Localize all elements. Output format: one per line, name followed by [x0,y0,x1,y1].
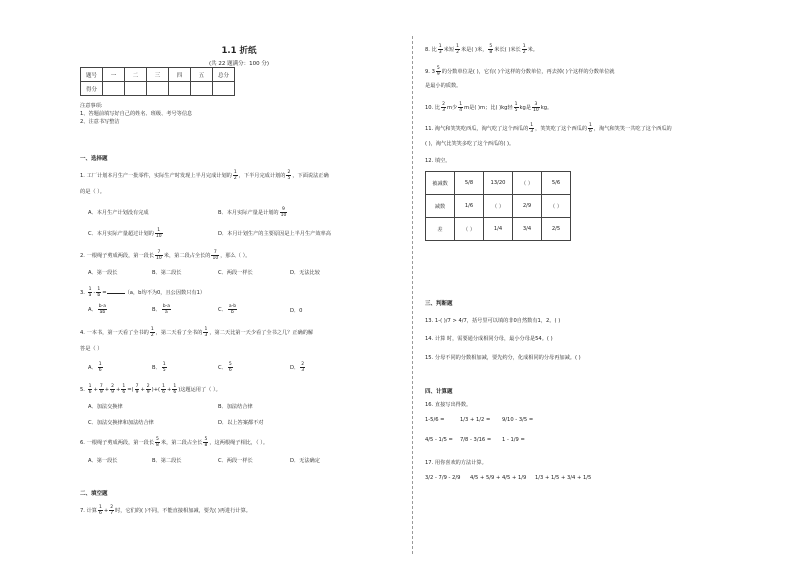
q11-text: ，笑笑吃了这个西瓜的 [535,126,588,132]
fraction: $\frac{3}{10}$ [533,102,539,113]
option-b[interactable]: B．加法结合律 [218,404,253,410]
fraction: $\frac{2}{3}$ [301,362,305,373]
column-divider [412,36,413,554]
option-a[interactable] [88,304,108,315]
q11-line2: ( )，淘气比笑笑多吃了这个西瓜的( )。 [425,141,515,147]
fraction: $\frac{2}{7}$ [110,505,114,516]
option-c[interactable]: C．两段一样长 [218,270,253,276]
score-header-row [81,68,235,82]
fraction: $\frac{1}{6}$ [98,505,102,516]
table-cell: 13/20 [484,172,513,195]
q1-text: 1. 工厂计划本月生产一批零件，实际生产时发现上半月完成计划的 [80,173,232,179]
question-9 [425,66,615,77]
fraction: $\frac{1}{2}$ [456,44,459,55]
q2-text: ，那么（ ）。 [220,253,251,259]
question-4 [80,327,313,338]
fraction: $\frac{b-a}{a}$ [162,304,170,315]
option-d[interactable]: D．以上答案都不对 [218,420,264,426]
q4-text: ，第二天比第一天少看了全书之几？正确的解 [209,330,314,336]
option-c[interactable] [88,228,164,239]
score-input-cell[interactable] [125,82,147,96]
fraction: $\frac{5}{8}$ [204,437,208,448]
fraction: $\frac{b-a}{ab}$ [98,304,106,315]
score-input-cell[interactable] [103,82,125,96]
fraction: $\frac{5}{8}$ [156,437,159,448]
fraction: $\frac{1}{b}$ [97,287,101,298]
table-cell: 5/8 [455,172,484,195]
fraction: $\frac{7}{9}$ [135,384,139,395]
option-text: A． [88,307,97,313]
calc-item: 1/3 + 1/2 = [460,417,491,423]
q5-number: 5. [80,387,87,393]
q8-text: 米长( )米长 [494,47,521,53]
score-input-cell[interactable] [213,82,235,96]
fraction: $\frac{1}{2}$ [233,170,237,181]
table-cell: 被减数 [426,172,455,195]
score-table [80,67,235,96]
q4-text: ，第二天看了全书的 [155,330,203,336]
fraction: $\frac{1}{10}$ [155,228,162,239]
table-cell: 5/6 [542,172,571,195]
q3-number: 3. [80,290,87,296]
table-cell[interactable]: （ ） [484,195,513,218]
fraction: $\frac{a-b}{b}$ [228,304,237,315]
q16-label: 16. 直接写出得数。 [425,402,472,408]
table-row [426,172,571,195]
q7-text: 时，它们的( )不同，不能直接相加减，要先( )再进行计算。 [115,508,251,514]
fraction: $\frac{1}{6}$ [88,384,92,395]
fraction: $\frac{1}{3}$ [438,44,442,55]
fraction: $\frac{2}{5}$ [287,170,291,181]
notes-item: 1、答题前填写好自己的姓名、班级、考号等信息 [80,111,193,117]
fraction: $\frac{9}{10}$ [280,207,287,218]
score-cell: 三 [147,68,169,82]
fraction: $\frac{7}{10}$ [156,250,162,261]
question-1 [80,170,329,181]
option-c[interactable]: C．加法交换律和加法结合律 [88,420,154,426]
fraction: $\frac{1}{5}$ [514,102,518,113]
fraction: $\frac{2}{3}$ [442,102,445,113]
score-input-cell[interactable] [147,82,169,96]
option-b[interactable] [152,304,172,315]
fraction: $\frac{2}{9}$ [146,384,150,395]
q5-text: 这题运用了（ ）。 [180,387,221,393]
table-cell: 差 [426,218,455,241]
calc-item: 1/3 + 1/5 + 3/4 + 1/5 [535,475,592,481]
q9-number: 9. 3 [425,69,435,75]
fraction: $\frac{1}{2}$ [522,44,526,55]
question-13: 13. 1-( )/7 > 4/7，括号里可以填的非0自然数有1，2。( ) [425,318,561,324]
page-title: 1.1 折纸 [221,46,257,56]
question-6 [80,437,268,448]
option-text: C． [218,307,227,313]
fraction: $\frac{1}{3}$ [204,327,208,338]
table-cell[interactable]: （ ） [455,218,484,241]
option-c[interactable] [218,362,234,373]
score-cell: 一 [103,68,125,82]
q12-label: 12. 填空。 [425,158,451,164]
q1-line2: 的是（ ）。 [80,189,105,195]
q8-text: 米。 [527,47,538,53]
question-15: 15. 分母不同的分数相加减，要先约分，化成相同的分母再加减。( ) [425,355,581,361]
q2-text: 2. 一根绳子剪成两段，第一段长 [80,253,155,259]
fraction: $\frac{1}{6}$ [98,362,102,373]
q11-text: 11. 淘气和笑笑吃西瓜，淘气吃了这个西瓜的 [425,126,529,132]
q11-text: ，淘气和笑笑一共吃了这个西瓜的 [593,126,672,132]
question-5: 5. $\frac{1}{6}$ + $\frac{7}{9}$ + $\frac{2}{9}$ + $\frac{1}{6}$ =( $\frac{7}{9}$ + $\frac{2}{9}$ )+( $\frac{1}{6}$ + $\frac{1}{6}$ )这题运用了（ ）。 [80,384,221,395]
table-cell: 3/4 [513,218,542,241]
score-value-row [81,82,235,96]
fraction: $\frac{1}{6}$ [162,384,165,395]
section-heading: 一、选择题 [80,156,108,162]
option-d[interactable]: D．无法比较 [290,270,320,276]
option-c[interactable] [218,304,238,315]
fraction: $\frac{7}{9}$ [99,384,103,395]
table-cell: 2/9 [513,195,542,218]
q4-line2: 答是（ ） [80,346,103,352]
option-text: B． [152,307,161,313]
fraction: $\frac{1}{5}$ [162,362,166,373]
option-b[interactable] [218,207,288,218]
q1-text: ，下半月完成计划的 [238,173,286,179]
calc-item: 7/8 - 3/16 = [460,437,492,443]
fraction: $\frac{2}{9}$ [111,384,114,395]
table-cell: 减数 [426,195,455,218]
calc-item: 3/2 - 7/9 - 2/9 [425,475,461,481]
question-14: 14. 计算 时，需要通分成相同分母，最小分母是54。( ) [425,336,553,342]
section-heading: 四、计算题 [425,389,453,395]
score-cell: 五 [191,68,213,82]
q10-text: kg。 [540,105,553,111]
option-c[interactable]: C．两段一样长 [218,458,253,464]
option-text: C．本月实际产量超过计划的 [88,231,154,237]
section-heading: 三、判断题 [425,301,453,307]
fraction: $\frac{5}{6}$ [228,362,232,373]
option-a[interactable]: A．本月生产计划没有完成 [88,210,149,216]
q6-text: ，这两根绳子相比，（ ）。 [209,440,269,446]
table-cell: 1/6 [455,195,484,218]
q8-text: 米是( )米， [460,47,488,53]
fraction: $\frac{1}{6}$ [589,123,592,134]
q9-line2: 是最小的质数。 [425,83,462,89]
q6-text: 米，第二段占全长 [160,440,203,446]
q17-label: 17. 用你喜欢的方法计算。 [425,460,487,466]
q10-text: m少 [446,105,458,111]
table-row [426,218,571,241]
question-3: 3. $\frac{1}{a}$ - $\frac{1}{b}$ = （a，b均不为0，且公因数只有1） [80,287,206,298]
calc-item: 4/5 - 1/5 = [425,437,453,443]
q12-table [425,171,571,241]
option-b[interactable]: B．第二段长 [152,458,182,464]
question-8 [425,44,538,55]
fraction: $\frac{1}{6}$ [122,384,126,395]
fraction: $\frac{1}{a}$ [88,287,92,298]
option-text: D． [290,365,300,371]
question-7: 7. 计算 $\frac{1}{6}$ + $\frac{2}{7}$ 时，它们的( )不同，不能直接相加减，要先( )再进行计算。 [80,505,251,516]
option-b[interactable] [152,362,168,373]
fraction: $\frac{5}{9}$ [436,66,440,77]
fraction: $\frac{1}{6}$ [173,384,177,395]
q8-text: 米短 [443,47,455,53]
question-2 [80,250,250,261]
question-10 [425,102,552,113]
calc-item: 9/10 - 3/5 = [502,417,534,423]
table-cell[interactable]: （ ） [513,172,542,195]
q8-number: 8. 比 [425,47,437,53]
q10-text: m是( )m；比( )kg轻 [464,105,513,111]
fraction: $\frac{1}{2}$ [150,327,154,338]
option-a[interactable]: A．第一段长 [88,458,118,464]
table-cell: 1/4 [484,218,513,241]
notes-item: 2、注意书写整洁 [80,119,120,125]
option-d[interactable] [290,362,306,373]
option-d[interactable]: D．本月计划生产的主要原因是上半月生产效率高 [218,231,331,237]
fraction: $\frac{5}{8}$ [489,44,493,55]
option-text: B． [152,365,161,371]
q6-text: 6. 一根绳子剪成两段，第一段长 [80,440,155,446]
score-input-cell[interactable] [169,82,191,96]
q7-text: 7. 计算 [80,508,97,514]
q9-text: 的分数单位是( )，它有( )个这样的分数单位，再去掉( )个这样的分数单位就 [441,69,615,75]
score-input-cell[interactable] [191,82,213,96]
q1-text: ，下面说法正确 [292,173,329,179]
option-a[interactable]: A．加法交换律 [88,404,123,410]
page-subtitle: (共 22 题满分：100 分) [208,61,270,67]
table-cell[interactable]: （ ） [542,195,571,218]
score-cell: 题号 [81,68,103,82]
fraction: $\frac{7}{10}$ [212,250,219,261]
q10-text: 10. 比 [425,105,441,111]
calc-item: 1-5/6 = [425,417,445,423]
table-cell: 2/5 [542,218,571,241]
score-cell: 得分 [81,82,103,96]
q10-text: kg是 [519,105,532,111]
calc-item: 4/5 + 5/9 + 4/5 + 1/9 [470,475,527,481]
option-text: C． [218,365,227,371]
section-heading: 二、填空题 [80,491,108,497]
option-d[interactable]: D．无法确定 [290,458,320,464]
question-11 [425,123,672,134]
option-text: B．本月实际产量是计划的 [218,210,279,216]
q3-text: （a，b均不为0，且公因数只有1） [124,290,206,296]
option-d[interactable]: D．0 [290,308,303,314]
option-b[interactable]: B．第二段长 [152,270,182,276]
score-cell: 总分 [213,68,235,82]
fraction: $\frac{1}{4}$ [459,102,463,113]
option-a[interactable] [88,362,104,373]
calc-item: 1 - 1/9 = [502,437,525,443]
q2-text: 米，第二段占全长的 [163,253,211,259]
score-cell: 二 [125,68,147,82]
score-cell: 四 [169,68,191,82]
option-a[interactable]: A．第一段长 [88,270,118,276]
answer-blank[interactable] [107,293,125,294]
notes-heading: 注意事项: [80,103,103,109]
fraction: $\frac{1}{3}$ [530,123,534,134]
q4-text: 4. 一本书，第一天看了全书的 [80,330,149,336]
option-text: A． [88,365,97,371]
table-row [426,195,571,218]
